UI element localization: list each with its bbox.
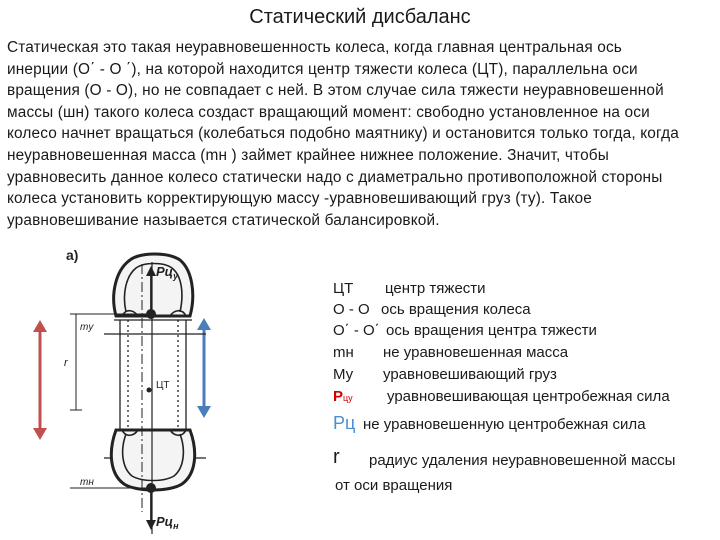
- legend-description: от оси вращения: [335, 477, 453, 494]
- upper-mass-label: mу: [80, 322, 94, 333]
- legend-description: не уравновешенная масса: [383, 344, 569, 361]
- legend-term: mн: [333, 344, 354, 361]
- left-red-arrow: [33, 320, 47, 440]
- center-of-gravity-marker: [147, 388, 152, 393]
- legend-description: ось вращения центра тяжести: [386, 322, 597, 339]
- paragraph-line: уравновесить данное колесо статически надо с диаметрально противоположной стороны: [7, 168, 663, 186]
- paragraph-line: колеса установить корректирующую массу -уравновешивающий груз (ту). Такое: [7, 190, 592, 208]
- force-top-label: $Рц_у$: [156, 264, 179, 281]
- paragraph-line: колесо начнет вращаться (колебаться подобно маятнику) и остановится только тогда, когда: [7, 125, 679, 143]
- description-paragraph: [7, 37, 713, 231]
- lower-tire-section: [111, 430, 194, 490]
- center-of-gravity-label: ЦТ: [156, 380, 170, 391]
- legend-term: О΄ - О΄: [333, 322, 380, 339]
- paragraph-line: инерции (О΄ - О ΄), на которой находится центр тяжести колеса (ЦТ), параллельна оси: [7, 60, 638, 78]
- force-arrow-down: [146, 492, 156, 530]
- paragraph-line: неуравновешенная масса (mн ) займет крайнее нижнее положение. Значит, чтобы: [7, 146, 609, 164]
- legend-description: ось вращения колеса: [381, 301, 531, 318]
- legend-description: центр тяжести: [385, 280, 486, 297]
- legend-term: Рцу: [333, 388, 353, 405]
- paragraph-line: уравновешивание называется статической балансировкой.: [7, 211, 440, 229]
- legend-description: уравновешивающий груз: [383, 366, 557, 383]
- legend-term: ЦТ: [333, 280, 354, 297]
- right-blue-arrow: [197, 318, 211, 418]
- legend-description: радиус удаления неуравновешенной массы: [369, 452, 676, 469]
- lower-mass-label: mн: [80, 477, 94, 488]
- force-bottom-label: $Рц_н$: [156, 514, 179, 531]
- legend-term: r: [333, 446, 340, 468]
- paragraph-line: вращения (О - О), но не совпадает с ней. В этом случае сила тяжести неуравновешенной: [7, 82, 664, 100]
- figure-label: а): [66, 247, 79, 263]
- legend-description: уравновешивающая центробежная сила: [387, 388, 670, 405]
- legend-description: не уравновешенную центробежная сила: [363, 416, 646, 433]
- paragraph-line: Статическая это такая неуравновешенность колеса, когда главная центральная ось: [7, 39, 622, 56]
- legend-term: Му: [333, 366, 354, 383]
- legend-term: О - О: [333, 301, 370, 318]
- paragraph-line: массы (шн) такого колеса создаст вращающий момент: свободно установленное на оси: [7, 103, 650, 121]
- legend-term: Рц: [333, 413, 356, 433]
- page-title: Статический дисбаланс: [249, 6, 471, 28]
- wheel-diagram: [30, 242, 330, 540]
- radius-label: r: [64, 357, 68, 369]
